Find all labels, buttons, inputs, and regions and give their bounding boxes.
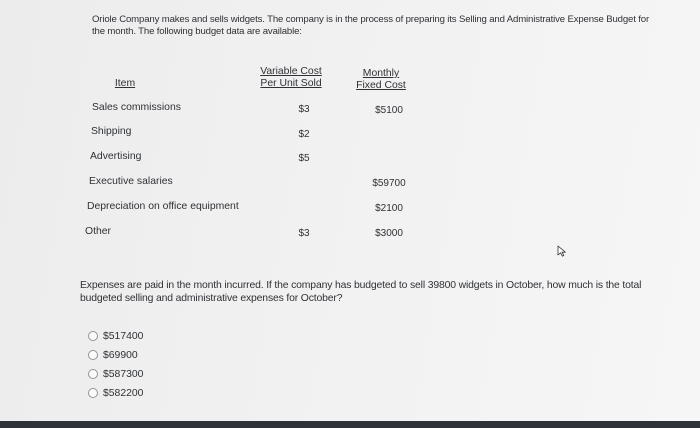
row-variable-sales-commissions: $3: [298, 104, 310, 115]
answer-option-label: $517400: [103, 330, 144, 342]
row-item-depreciation: Depreciation on office equipment: [87, 201, 239, 212]
intro-line-1: Oriole Company makes and sells widgets. The company is in the process of preparing its Selling and Administrative Expense Budget for: [92, 14, 650, 25]
row-fixed-executive-salaries: $59700: [372, 178, 406, 189]
answer-option-1[interactable]: [88, 329, 143, 343]
row-fixed-depreciation: $2100: [375, 203, 403, 214]
row-item-advertising: Advertising: [90, 151, 142, 162]
radio-unselected-icon[interactable]: [88, 369, 98, 379]
row-fixed-other: $3000: [375, 228, 403, 239]
radio-unselected-icon[interactable]: [88, 350, 98, 360]
mouse-pointer-icon: [557, 245, 567, 257]
row-variable-advertising: $5: [298, 153, 310, 164]
question-line-2: budgeted selling and administrative expenses for October?: [80, 293, 343, 304]
header-variable-cost: [244, 66, 338, 90]
header-variable-line-2: Per Unit Sold: [260, 78, 322, 89]
screen-bottom-edge: [0, 421, 700, 428]
header-fixed-cost: [340, 68, 422, 92]
radio-unselected-icon[interactable]: [88, 388, 98, 398]
answer-option-4[interactable]: [88, 386, 143, 400]
radio-unselected-icon[interactable]: [88, 331, 98, 341]
row-item-shipping: Shipping: [91, 126, 132, 137]
row-fixed-sales-commissions: $5100: [375, 105, 403, 116]
header-item: Item: [114, 78, 136, 89]
row-item-executive-salaries: Executive salaries: [89, 176, 173, 187]
answer-option-label: $582200: [103, 387, 144, 399]
answer-option-label: $587300: [103, 368, 144, 380]
answer-option-label: $69900: [103, 349, 138, 361]
row-item-sales-commissions: Sales commissions: [92, 102, 181, 113]
header-fixed-line-2: Fixed Cost: [356, 80, 406, 91]
header-variable-line-1: Variable Cost: [260, 66, 322, 77]
problem-intro: [92, 14, 692, 38]
intro-line-2: the month. The following budget data are available:: [92, 26, 302, 37]
row-variable-other: $3: [298, 228, 310, 239]
question-text: [80, 279, 692, 305]
answer-option-2[interactable]: [88, 348, 138, 362]
row-variable-shipping: $2: [298, 129, 310, 140]
answer-option-3[interactable]: [88, 367, 143, 381]
row-item-other: Other: [85, 226, 111, 237]
header-fixed-line-1: Monthly: [362, 68, 400, 79]
question-line-1: Expenses are paid in the month incurred. If the company has budgeted to sell 39800 widgets in October, how much is the total: [80, 280, 642, 291]
